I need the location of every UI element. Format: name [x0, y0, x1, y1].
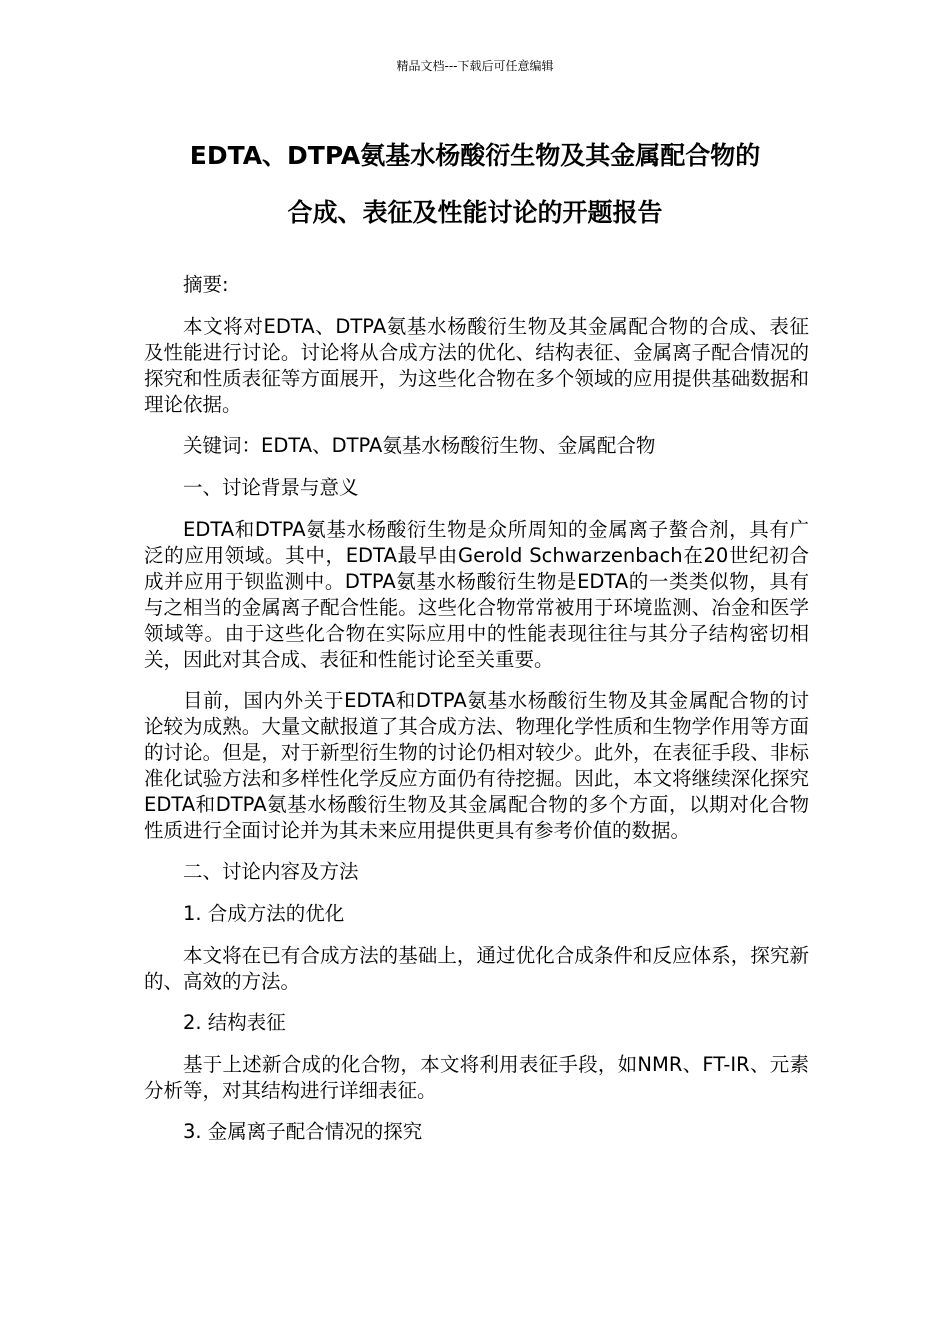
background-paragraph-2: 目前，国内外关于EDTA和DTPA氨基水杨酸衍生物及其金属配合物的讨论较为成熟。大量文献报道了其合成方法、物理化学性质和生物学作用等方面的讨论。但是，对于新型衍生物的讨论仍相对较少。此外，在表征手段、非标准化试验方法和多样性化学反应方面仍有待挖掘。因此，本文将继续深化探究EDTA和DTPA氨基水杨酸衍生物及其金属配合物的多个方面，以期对化合物性质进行全面讨论并为其未来应用提供更具有参考价值的数据。 — [144, 689, 809, 842]
characterization-paragraph: 基于上述新合成的化合物，本文将利用表征手段，如NMR、FT-IR、元素分析等，对其结构进行详细表征。 — [144, 1053, 809, 1102]
subsection-heading-metal-coordination: 3. 金属离子配合情况的探究 — [183, 1120, 423, 1143]
section-heading-content: 二、讨论内容及方法 — [183, 860, 359, 883]
subsection-heading-synthesis: 1. 合成方法的优化 — [183, 902, 345, 925]
keywords-line: 关键词：EDTA、DTPA氨基水杨酸衍生物、金属配合物 — [183, 434, 656, 457]
document-title-line-1: EDTA、DTPA氨基水杨酸衍生物及其金属配合物的 — [189, 141, 761, 170]
subsection-heading-characterization: 2. 结构表征 — [183, 1011, 286, 1034]
document-title-line-2: 合成、表征及性能讨论的开题报告 — [287, 198, 663, 227]
section-heading-background: 一、讨论背景与意义 — [183, 476, 359, 499]
abstract-paragraph: 本文将对EDTA、DTPA氨基水杨酸衍生物及其金属配合物的合成、表征及性能进行讨论。讨论将从合成方法的优化、结构表征、金属离子配合情况的探究和性质表征等方面展开，为这些化合物在多个领域的应用提供基础数据和理论依据。 — [144, 315, 809, 416]
document-body — [144, 272, 809, 1161]
background-paragraph-1: EDTA和DTPA氨基水杨酸衍生物是众所周知的金属离子螯合剂，具有广泛的应用领域。其中，EDTA最早由Gerold Schwarzenbach在20世纪初合成并应用于钡监测中。DTPA氨基水杨酸衍生物是EDTA的一类类似物，具有与之相当的金属离子配合性能。这些化合物常常被用于环境监测、冶金和医学领域等。由于这些化合物在实际应用中的性能表现往往与其分子结构密切相关，因此对其合成、表征和性能讨论至关重要。 — [144, 518, 809, 671]
synthesis-paragraph: 本文将在已有合成方法的基础上，通过优化合成条件和反应体系，探究新的、高效的方法。 — [144, 944, 809, 993]
header-note: 精品文档---下载后可任意编辑 — [396, 59, 554, 73]
abstract-heading: 摘要: — [183, 273, 229, 296]
